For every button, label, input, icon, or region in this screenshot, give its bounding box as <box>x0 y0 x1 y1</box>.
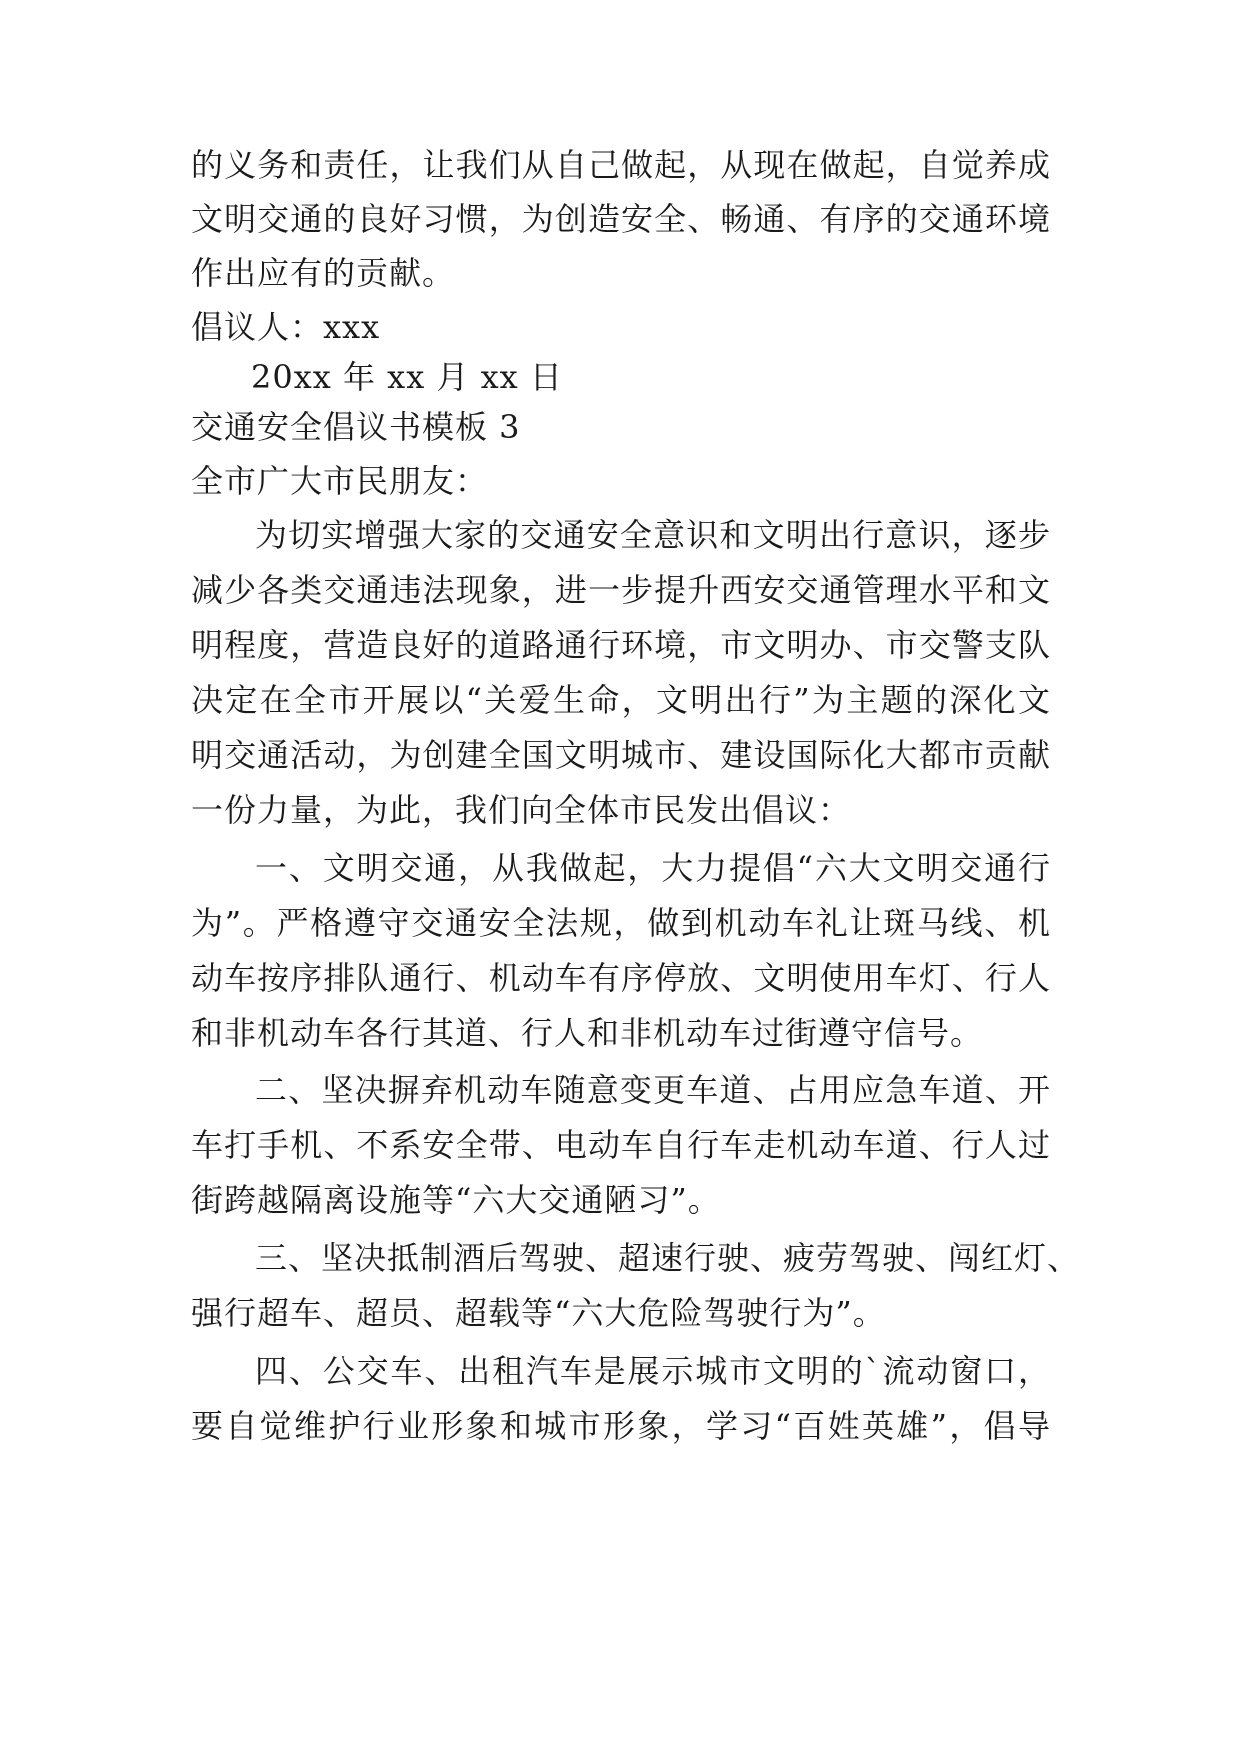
paragraph-line: 文明交通的良好习惯，为创造安全、畅通、有序的交通环境 <box>191 200 1051 238</box>
paragraph-line: 三、坚决抵制酒后驾驶、超速行驶、疲劳驾驶、闯红灯、 <box>255 1239 1081 1277</box>
paragraph-line: 作出应有的贡献。 <box>191 254 456 292</box>
proposer-line: 倡议人：xxx <box>191 308 381 346</box>
paragraph-line: 和非机动车各行其道、行人和非机动车过街遵守信号。 <box>191 1014 984 1052</box>
paragraph-line: 强行超车、超员、超载等“六大危险驾驶行为”。 <box>191 1294 886 1332</box>
paragraph-line: 一份力量，为此，我们向全体市民发出倡议： <box>191 791 852 829</box>
paragraph-line: 的义务和责任，让我们从自己做起，从现在做起，自觉养成 <box>191 146 1051 184</box>
paragraph-line: 二、坚决摒弃机动车随意变更车道、占用应急车道、开 <box>255 1071 1051 1109</box>
section-title: 交通安全倡议书模板 3 <box>191 408 521 446</box>
paragraph-line: 减少各类交通违法现象，进一步提升西安交通管理水平和文 <box>191 571 1051 609</box>
paragraph-line: 决定在全市开展以“关爱生命，文明出行”为主题的深化文 <box>191 681 1051 719</box>
paragraph-line: 动车按序排队通行、机动车有序停放、文明使用车灯、行人 <box>191 959 1051 997</box>
paragraph-line: 车打手机、不系安全带、电动车自行车走机动车道、行人过 <box>191 1126 1051 1164</box>
date-line: 20xx 年 xx 月 xx 日 <box>251 358 563 396</box>
paragraph-line: 明交通活动，为创建全国文明城市、建设国际化大都市贡献 <box>191 736 1051 774</box>
paragraph-line: 四、公交车、出租汽车是展示城市文明的`流动窗口， <box>255 1352 1051 1390</box>
paragraph-line: 街跨越隔离设施等“六大交通陋习”。 <box>191 1181 721 1219</box>
paragraph-line: 要自觉维护行业形象和城市形象，学习“百姓英雄”，倡导 <box>191 1407 1051 1445</box>
paragraph-line: 为”。严格遵守交通安全法规，做到机动车礼让斑马线、机 <box>191 904 1051 942</box>
paragraph-line: 一、文明交通，从我做起，大力提倡“六大文明交通行 <box>255 849 1051 887</box>
salutation: 全市广大市民朋友： <box>191 462 489 500</box>
paragraph-line: 明程度，营造良好的道路通行环境，市文明办、市交警支队 <box>191 626 1051 664</box>
paragraph-line: 为切实增强大家的交通安全意识和文明出行意识，逐步 <box>255 516 1051 554</box>
